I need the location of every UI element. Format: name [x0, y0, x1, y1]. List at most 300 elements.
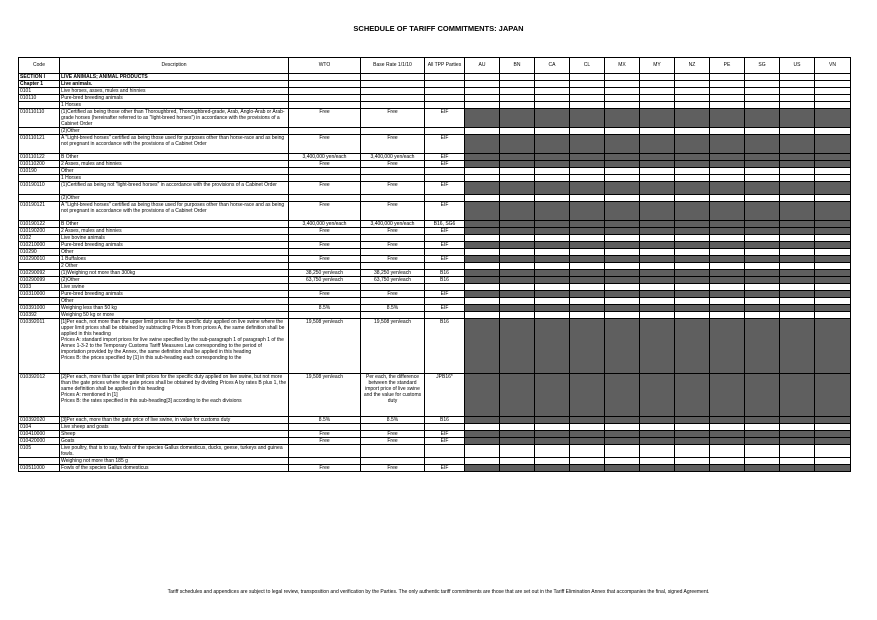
base-rate-cell	[361, 128, 425, 135]
party-rate-cell	[710, 74, 745, 81]
description-cell: Pure-bred breeding animals	[60, 291, 289, 298]
all-parties-cell	[425, 249, 465, 256]
description-cell: 1 Buffaloes	[60, 256, 289, 263]
party-rate-cell	[465, 431, 500, 438]
description-cell: Sheep	[60, 431, 289, 438]
base-rate-cell	[361, 312, 425, 319]
party-rate-cell	[570, 465, 605, 472]
party-rate-cell	[780, 175, 815, 182]
party-rate-cell	[745, 242, 780, 249]
party-rate-cell	[500, 161, 535, 168]
party-rate-cell	[570, 168, 605, 175]
column-header: Code	[19, 58, 60, 74]
code-cell: 010290	[19, 249, 60, 256]
party-rate-cell	[605, 424, 640, 431]
party-rate-cell	[815, 81, 851, 88]
party-rate-cell	[465, 135, 500, 154]
description-cell: (1)Certified as being not "light-breed horses" in accordance with the provisions of a Cabinet Order	[60, 182, 289, 195]
table-row	[19, 228, 851, 235]
wto-rate-cell	[289, 102, 361, 109]
party-rate-cell	[570, 305, 605, 312]
party-rate-cell	[535, 424, 570, 431]
party-rate-cell	[500, 168, 535, 175]
party-rate-cell	[640, 438, 675, 445]
document-title: SCHEDULE OF TARIFF COMMITMENTS: JAPAN	[353, 24, 524, 33]
code-cell: 010410000	[19, 431, 60, 438]
column-header: BN	[500, 58, 535, 74]
party-rate-cell	[605, 135, 640, 154]
party-rate-cell	[710, 270, 745, 277]
party-rate-cell	[570, 445, 605, 458]
party-rate-cell	[710, 263, 745, 270]
party-rate-cell	[710, 81, 745, 88]
party-rate-cell	[745, 438, 780, 445]
code-cell: 010210000	[19, 242, 60, 249]
party-rate-cell	[640, 102, 675, 109]
party-rate-cell	[605, 458, 640, 465]
party-rate-cell	[780, 458, 815, 465]
party-rate-cell	[535, 298, 570, 305]
party-rate-cell	[640, 417, 675, 424]
party-rate-cell	[570, 319, 605, 374]
wto-rate-cell: Free	[289, 228, 361, 235]
description-cell: (2)Other	[60, 195, 289, 202]
party-rate-cell	[675, 465, 710, 472]
party-rate-cell	[780, 182, 815, 195]
party-rate-cell	[605, 235, 640, 242]
all-parties-cell	[425, 445, 465, 458]
code-cell: 010110200	[19, 161, 60, 168]
party-rate-cell	[605, 161, 640, 168]
party-rate-cell	[745, 270, 780, 277]
party-rate-cell	[745, 221, 780, 228]
party-rate-cell	[465, 298, 500, 305]
party-rate-cell	[675, 424, 710, 431]
party-rate-cell	[640, 263, 675, 270]
base-rate-cell: Free	[361, 242, 425, 249]
party-rate-cell	[815, 88, 851, 95]
party-rate-cell	[745, 195, 780, 202]
base-rate-cell: Free	[361, 438, 425, 445]
party-rate-cell	[675, 135, 710, 154]
all-parties-cell: EIF	[425, 305, 465, 312]
description-cell: Goats	[60, 438, 289, 445]
table-row	[19, 81, 851, 88]
party-rate-cell	[465, 458, 500, 465]
table-row	[19, 242, 851, 249]
party-rate-cell	[815, 175, 851, 182]
party-rate-cell	[745, 88, 780, 95]
table-row	[19, 128, 851, 135]
base-rate-cell: 3,400,000 yen/each	[361, 154, 425, 161]
party-rate-cell	[605, 445, 640, 458]
party-rate-cell	[500, 445, 535, 458]
wto-rate-cell: Free	[289, 161, 361, 168]
party-rate-cell	[780, 312, 815, 319]
table-row	[19, 465, 851, 472]
party-rate-cell	[710, 195, 745, 202]
wto-rate-cell: 63,750 yen/each	[289, 277, 361, 284]
code-cell	[19, 175, 60, 182]
description-cell: B Other	[60, 221, 289, 228]
party-rate-cell	[710, 458, 745, 465]
party-rate-cell	[605, 81, 640, 88]
party-rate-cell	[500, 319, 535, 374]
base-rate-cell	[361, 298, 425, 305]
code-cell: 010190122	[19, 221, 60, 228]
base-rate-cell: Free	[361, 256, 425, 263]
party-rate-cell	[605, 242, 640, 249]
description-cell: A "Light-breed horses" certified as being those used for purposes other than horse-race and as being not pregnant in accordance with the provisions of a Cabinet Order	[60, 202, 289, 221]
all-parties-cell: B16, SG6	[425, 221, 465, 228]
wto-rate-cell	[289, 263, 361, 270]
table-row	[19, 221, 851, 228]
party-rate-cell	[465, 465, 500, 472]
base-rate-cell: Free	[361, 465, 425, 472]
column-header: Base Rate 1/1/10	[361, 58, 425, 74]
party-rate-cell	[570, 182, 605, 195]
party-rate-cell	[780, 249, 815, 256]
party-rate-cell	[710, 417, 745, 424]
party-rate-cell	[710, 249, 745, 256]
base-rate-cell	[361, 249, 425, 256]
table-row	[19, 298, 851, 305]
party-rate-cell	[780, 88, 815, 95]
table-body	[19, 74, 851, 472]
party-rate-cell	[675, 161, 710, 168]
wto-rate-cell	[289, 175, 361, 182]
party-rate-cell	[535, 431, 570, 438]
all-parties-cell: B16	[425, 319, 465, 374]
party-rate-cell	[570, 88, 605, 95]
all-parties-cell: EIF	[425, 161, 465, 168]
party-rate-cell	[745, 312, 780, 319]
party-rate-cell	[535, 305, 570, 312]
party-rate-cell	[815, 458, 851, 465]
party-rate-cell	[640, 431, 675, 438]
party-rate-cell	[745, 298, 780, 305]
party-rate-cell	[815, 109, 851, 128]
column-header: VN	[815, 58, 851, 74]
all-parties-cell	[425, 95, 465, 102]
party-rate-cell	[640, 235, 675, 242]
party-rate-cell	[640, 88, 675, 95]
party-rate-cell	[815, 319, 851, 374]
code-cell: 010310000	[19, 291, 60, 298]
code-cell: 010110121	[19, 135, 60, 154]
party-rate-cell	[535, 465, 570, 472]
party-rate-cell	[815, 445, 851, 458]
party-rate-cell	[640, 445, 675, 458]
wto-rate-cell	[289, 195, 361, 202]
all-parties-cell: EIF	[425, 135, 465, 154]
wto-rate-cell: 19,508 yen/each	[289, 319, 361, 374]
all-parties-cell	[425, 235, 465, 242]
party-rate-cell	[535, 88, 570, 95]
party-rate-cell	[605, 128, 640, 135]
code-cell: 010190121	[19, 202, 60, 221]
description-cell: (2)Other	[60, 277, 289, 284]
table-row	[19, 88, 851, 95]
party-rate-cell	[745, 465, 780, 472]
party-rate-cell	[710, 319, 745, 374]
code-cell: 0101	[19, 88, 60, 95]
party-rate-cell	[675, 277, 710, 284]
description-cell: [3]Per each, more than the gate price of live swine, in value for customs duty	[60, 417, 289, 424]
party-rate-cell	[535, 182, 570, 195]
party-rate-cell	[535, 81, 570, 88]
description-cell: Weighing 50 kg or more	[60, 312, 289, 319]
party-rate-cell	[570, 291, 605, 298]
wto-rate-cell: 38,250 yen/each	[289, 270, 361, 277]
party-rate-cell	[780, 135, 815, 154]
all-parties-cell	[425, 458, 465, 465]
party-rate-cell	[675, 249, 710, 256]
all-parties-cell: EIF	[425, 438, 465, 445]
party-rate-cell	[780, 95, 815, 102]
party-rate-cell	[570, 424, 605, 431]
header-row	[19, 58, 851, 74]
description-cell: Live horses, asses, mules and hinnies	[60, 88, 289, 95]
wto-rate-cell	[289, 235, 361, 242]
party-rate-cell	[675, 88, 710, 95]
table-row	[19, 74, 851, 81]
party-rate-cell	[815, 438, 851, 445]
party-rate-cell	[745, 95, 780, 102]
code-cell	[19, 263, 60, 270]
party-rate-cell	[815, 249, 851, 256]
party-rate-cell	[570, 175, 605, 182]
party-rate-cell	[535, 284, 570, 291]
party-rate-cell	[780, 298, 815, 305]
party-rate-cell	[675, 221, 710, 228]
party-rate-cell	[500, 431, 535, 438]
all-parties-cell: EIF	[425, 228, 465, 235]
party-rate-cell	[675, 438, 710, 445]
party-rate-cell	[465, 221, 500, 228]
party-rate-cell	[500, 438, 535, 445]
party-rate-cell	[570, 95, 605, 102]
party-rate-cell	[465, 312, 500, 319]
party-rate-cell	[605, 431, 640, 438]
party-rate-cell	[570, 74, 605, 81]
party-rate-cell	[570, 417, 605, 424]
party-rate-cell	[605, 74, 640, 81]
base-rate-cell	[361, 74, 425, 81]
party-rate-cell	[465, 242, 500, 249]
description-cell: 1 Horses	[60, 175, 289, 182]
party-rate-cell	[675, 263, 710, 270]
base-rate-cell: 8.5%	[361, 417, 425, 424]
party-rate-cell	[535, 195, 570, 202]
party-rate-cell	[675, 291, 710, 298]
party-rate-cell	[710, 102, 745, 109]
table-row	[19, 319, 851, 374]
base-rate-cell	[361, 81, 425, 88]
code-cell: 010290010	[19, 256, 60, 263]
table-row	[19, 168, 851, 175]
party-rate-cell	[535, 445, 570, 458]
party-rate-cell	[815, 263, 851, 270]
party-rate-cell	[710, 182, 745, 195]
description-cell: 2 Asses, mules and hinnies	[60, 161, 289, 168]
party-rate-cell	[675, 81, 710, 88]
table-row	[19, 284, 851, 291]
party-rate-cell	[605, 202, 640, 221]
party-rate-cell	[535, 128, 570, 135]
party-rate-cell	[605, 249, 640, 256]
party-rate-cell	[675, 305, 710, 312]
party-rate-cell	[535, 135, 570, 154]
description-cell: Live bovine animals	[60, 235, 289, 242]
party-rate-cell	[710, 298, 745, 305]
party-rate-cell	[640, 319, 675, 374]
code-cell: 010420000	[19, 438, 60, 445]
party-rate-cell	[535, 109, 570, 128]
party-rate-cell	[500, 270, 535, 277]
party-rate-cell	[570, 235, 605, 242]
party-rate-cell	[605, 228, 640, 235]
wto-rate-cell	[289, 168, 361, 175]
description-cell: Pure-bred breeding animals	[60, 242, 289, 249]
party-rate-cell	[570, 228, 605, 235]
wto-rate-cell: 3,400,000 yen/each	[289, 154, 361, 161]
party-rate-cell	[605, 374, 640, 417]
party-rate-cell	[710, 305, 745, 312]
code-cell: 010511000	[19, 465, 60, 472]
wto-rate-cell: 8.5%	[289, 305, 361, 312]
party-rate-cell	[465, 195, 500, 202]
party-rate-cell	[640, 298, 675, 305]
party-rate-cell	[815, 305, 851, 312]
wto-rate-cell	[289, 128, 361, 135]
party-rate-cell	[535, 235, 570, 242]
party-rate-cell	[500, 417, 535, 424]
party-rate-cell	[570, 202, 605, 221]
party-rate-cell	[745, 417, 780, 424]
party-rate-cell	[815, 202, 851, 221]
party-rate-cell	[675, 74, 710, 81]
wto-rate-cell	[289, 249, 361, 256]
all-parties-cell	[425, 263, 465, 270]
party-rate-cell	[675, 256, 710, 263]
party-rate-cell	[465, 109, 500, 128]
party-rate-cell	[710, 235, 745, 242]
party-rate-cell	[605, 109, 640, 128]
party-rate-cell	[640, 256, 675, 263]
description-cell: (1)Weighing not more than 300kg	[60, 270, 289, 277]
all-parties-cell	[425, 74, 465, 81]
description-cell: (2)Other	[60, 128, 289, 135]
table-row	[19, 202, 851, 221]
party-rate-cell	[605, 195, 640, 202]
party-rate-cell	[535, 154, 570, 161]
party-rate-cell	[500, 128, 535, 135]
base-rate-cell	[361, 235, 425, 242]
party-rate-cell	[675, 298, 710, 305]
table-row	[19, 195, 851, 202]
party-rate-cell	[640, 312, 675, 319]
party-rate-cell	[535, 221, 570, 228]
description-cell: B Other	[60, 154, 289, 161]
party-rate-cell	[710, 95, 745, 102]
party-rate-cell	[605, 154, 640, 161]
party-rate-cell	[570, 102, 605, 109]
party-rate-cell	[500, 154, 535, 161]
party-rate-cell	[815, 312, 851, 319]
table-row	[19, 263, 851, 270]
party-rate-cell	[675, 109, 710, 128]
party-rate-cell	[815, 431, 851, 438]
party-rate-cell	[710, 431, 745, 438]
wto-rate-cell	[289, 284, 361, 291]
party-rate-cell	[710, 221, 745, 228]
party-rate-cell	[500, 81, 535, 88]
party-rate-cell	[640, 161, 675, 168]
party-rate-cell	[535, 438, 570, 445]
table-row	[19, 374, 851, 417]
description-cell: Live sheep and goats	[60, 424, 289, 431]
table-row	[19, 256, 851, 263]
party-rate-cell	[570, 431, 605, 438]
code-cell: 010190200	[19, 228, 60, 235]
code-cell: 0104	[19, 424, 60, 431]
code-cell: 010391000	[19, 305, 60, 312]
base-rate-cell	[361, 424, 425, 431]
wto-rate-cell	[289, 298, 361, 305]
party-rate-cell	[710, 128, 745, 135]
party-rate-cell	[745, 305, 780, 312]
footer-note: Tariff schedules and appendices are subject to legal review, transposition and verification by the Parties. The only authentic tariff commitments are those that are set out in the Tariff Elimination Annex that accompanies the final, signed Agreement.	[167, 589, 710, 595]
all-parties-cell: EIF	[425, 109, 465, 128]
party-rate-cell	[745, 182, 780, 195]
party-rate-cell	[710, 175, 745, 182]
party-rate-cell	[745, 277, 780, 284]
party-rate-cell	[500, 424, 535, 431]
party-rate-cell	[780, 202, 815, 221]
party-rate-cell	[745, 263, 780, 270]
party-rate-cell	[815, 235, 851, 242]
party-rate-cell	[780, 465, 815, 472]
all-parties-cell: EIF	[425, 291, 465, 298]
party-rate-cell	[710, 291, 745, 298]
party-rate-cell	[535, 312, 570, 319]
party-rate-cell	[745, 128, 780, 135]
party-rate-cell	[815, 465, 851, 472]
table-row	[19, 109, 851, 128]
all-parties-cell	[425, 284, 465, 291]
party-rate-cell	[815, 182, 851, 195]
all-parties-cell: B16	[425, 270, 465, 277]
base-rate-cell	[361, 175, 425, 182]
column-header: US	[780, 58, 815, 74]
party-rate-cell	[640, 291, 675, 298]
column-header: Description	[60, 58, 289, 74]
party-rate-cell	[605, 263, 640, 270]
wto-rate-cell	[289, 88, 361, 95]
party-rate-cell	[675, 228, 710, 235]
party-rate-cell	[535, 291, 570, 298]
party-rate-cell	[500, 228, 535, 235]
table-row	[19, 438, 851, 445]
party-rate-cell	[465, 249, 500, 256]
party-rate-cell	[500, 235, 535, 242]
party-rate-cell	[500, 202, 535, 221]
wto-rate-cell: Free	[289, 256, 361, 263]
description-cell: 2 Other	[60, 263, 289, 270]
party-rate-cell	[780, 128, 815, 135]
party-rate-cell	[780, 221, 815, 228]
